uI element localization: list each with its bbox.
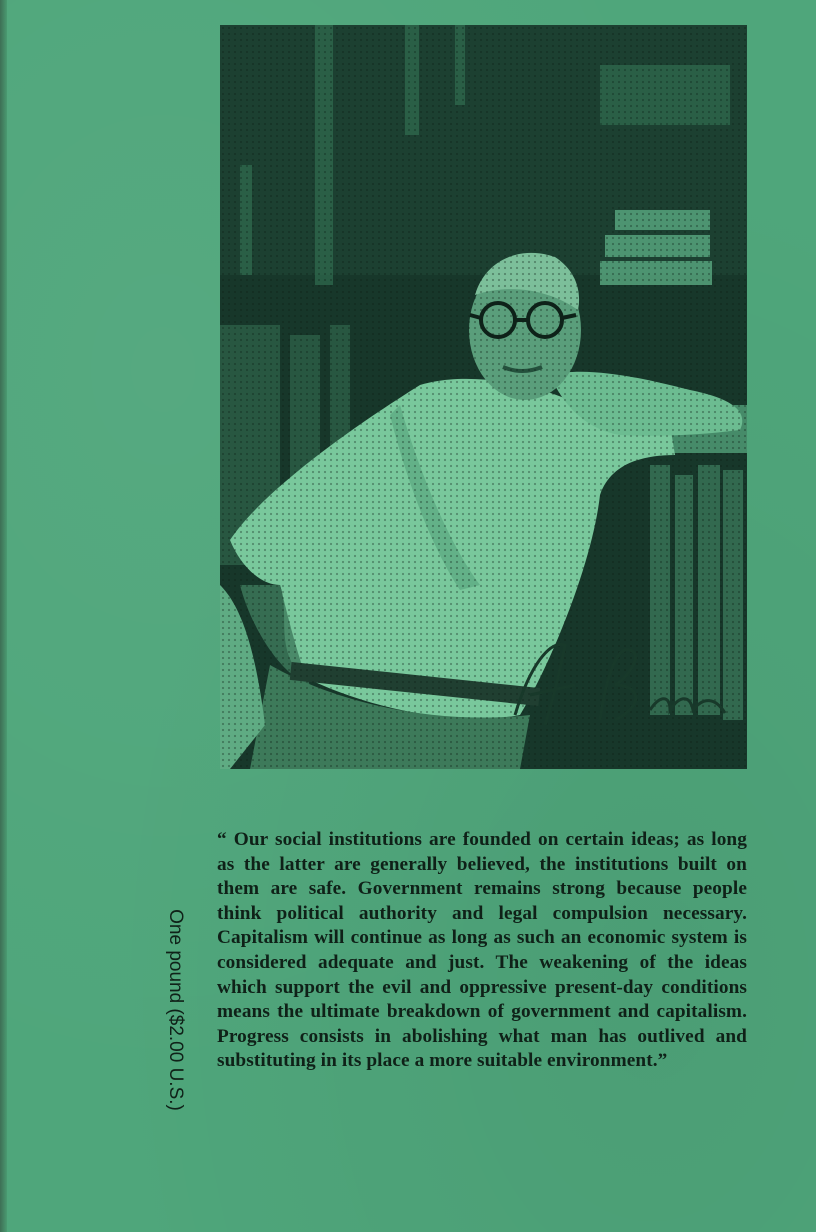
- price-text: One pound ($2.00 U.S.): [165, 909, 186, 1111]
- handwritten-signature: [505, 625, 735, 745]
- author-quote: “ Our social institutions are founded on certain ideas; as long as the latter are generally believed, the institutions built on them are safe. Government remains strong because people think political authority and legal compulsion necessary. Capitalism will continue as long as such an economic system is considered adequate and just. The weakening of the ideas which support the evil and oppressive present-day conditions means the ultimate breakdown of government and capitalism. Progress consists in abolishing what man has outlived and substituting in its place a more suitable environment.”: [217, 829, 747, 1072]
- cover-spine-edge: [0, 0, 7, 1232]
- author-portrait-photo: [220, 25, 747, 769]
